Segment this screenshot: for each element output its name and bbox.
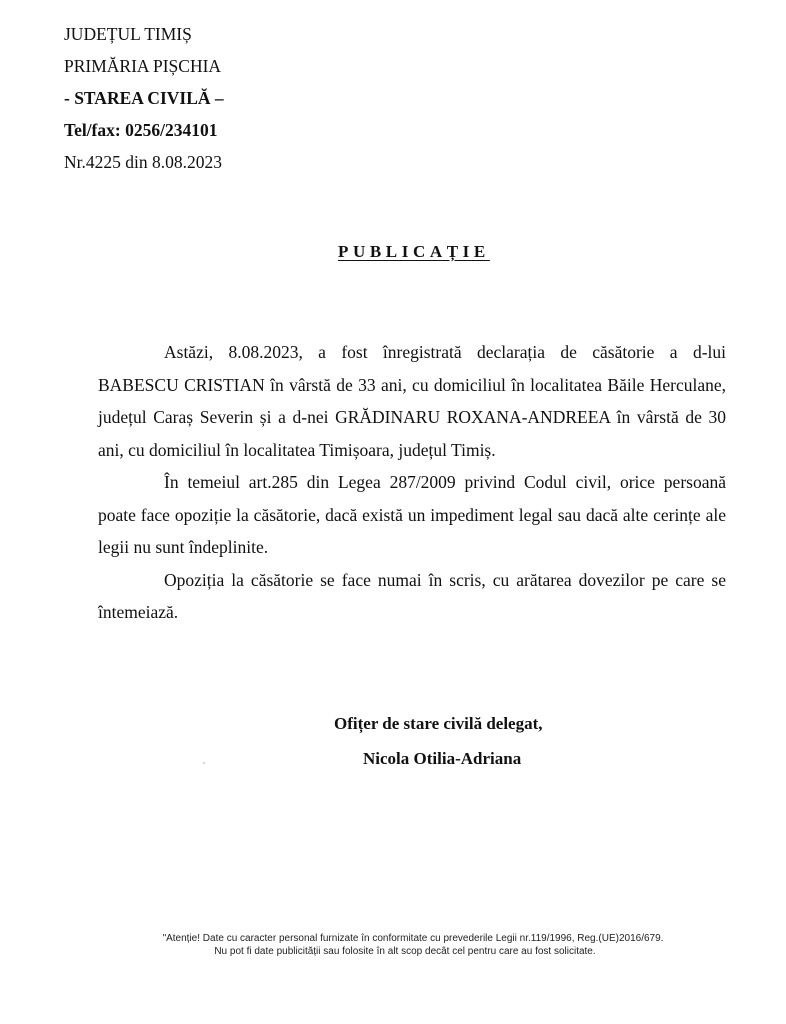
phone-fax: Tel/fax: 0256/234101 xyxy=(64,120,218,140)
paragraph-2-line-2: poate face opoziție la căsătorie, dacă există un impediment legal sau dacă alte cerințe ale xyxy=(98,504,726,525)
signature-title: Ofițer de stare civilă delegat, xyxy=(334,714,543,733)
department-name: - STAREA CIVILĂ – xyxy=(64,88,224,108)
paragraph-1-line-4: ani, cu domiciliul în localitatea Timișoara, județul Timiș. xyxy=(98,439,496,460)
paragraph-2-line-1: În temeiul art.285 din Legea 287/2009 privind Codul civil, orice persoană xyxy=(164,472,726,492)
town-hall-name: PRIMĂRIA PIȘCHIA xyxy=(64,56,222,76)
paragraph-3-line-2: întemeiază. xyxy=(98,602,179,622)
privacy-notice xyxy=(0,932,786,958)
reference-number: Nr.4225 din 8.08.2023 xyxy=(64,152,222,172)
paragraph-1-line-2: BABESCU CRISTIAN în vârstă de 33 ani, cu domiciliul în localitatea Băile Herculane, xyxy=(98,374,726,395)
document-header xyxy=(64,18,224,178)
signature-name: Nicola Otilia-Adriana xyxy=(363,749,522,768)
document-title: PUBLICAȚIE xyxy=(338,242,490,261)
paragraph-1-line-1: Astăzi, 8.08.2023, a fost înregistrată declarația de căsătorie a d-lui xyxy=(164,342,726,362)
document-body xyxy=(98,336,726,629)
paragraph-2-line-3: legii nu sunt îndeplinite. xyxy=(98,537,269,557)
signature-block xyxy=(330,706,590,776)
paragraph-3-line-1: Opoziția la căsătorie se face numai în scris, cu arătarea dovezilor pe care se xyxy=(164,569,726,590)
privacy-notice-line-1: "Atenție! Date cu caracter personal furnizate în conformitate cu prevederile Legii nr.119/1996, Reg.(UE)2016/679. xyxy=(162,933,664,944)
scan-speck xyxy=(203,762,205,764)
county-name: JUDEȚUL TIMIȘ xyxy=(64,24,192,44)
paragraph-1-line-3: județul Caraș Severin și a d-nei GRĂDINARU ROXANA-ANDREEA în vârstă de 30 xyxy=(98,407,726,427)
privacy-notice-line-2: Nu pot fi date publicității sau folosite în alt scop decât cel pentru care au fost solicitate. xyxy=(214,946,596,957)
